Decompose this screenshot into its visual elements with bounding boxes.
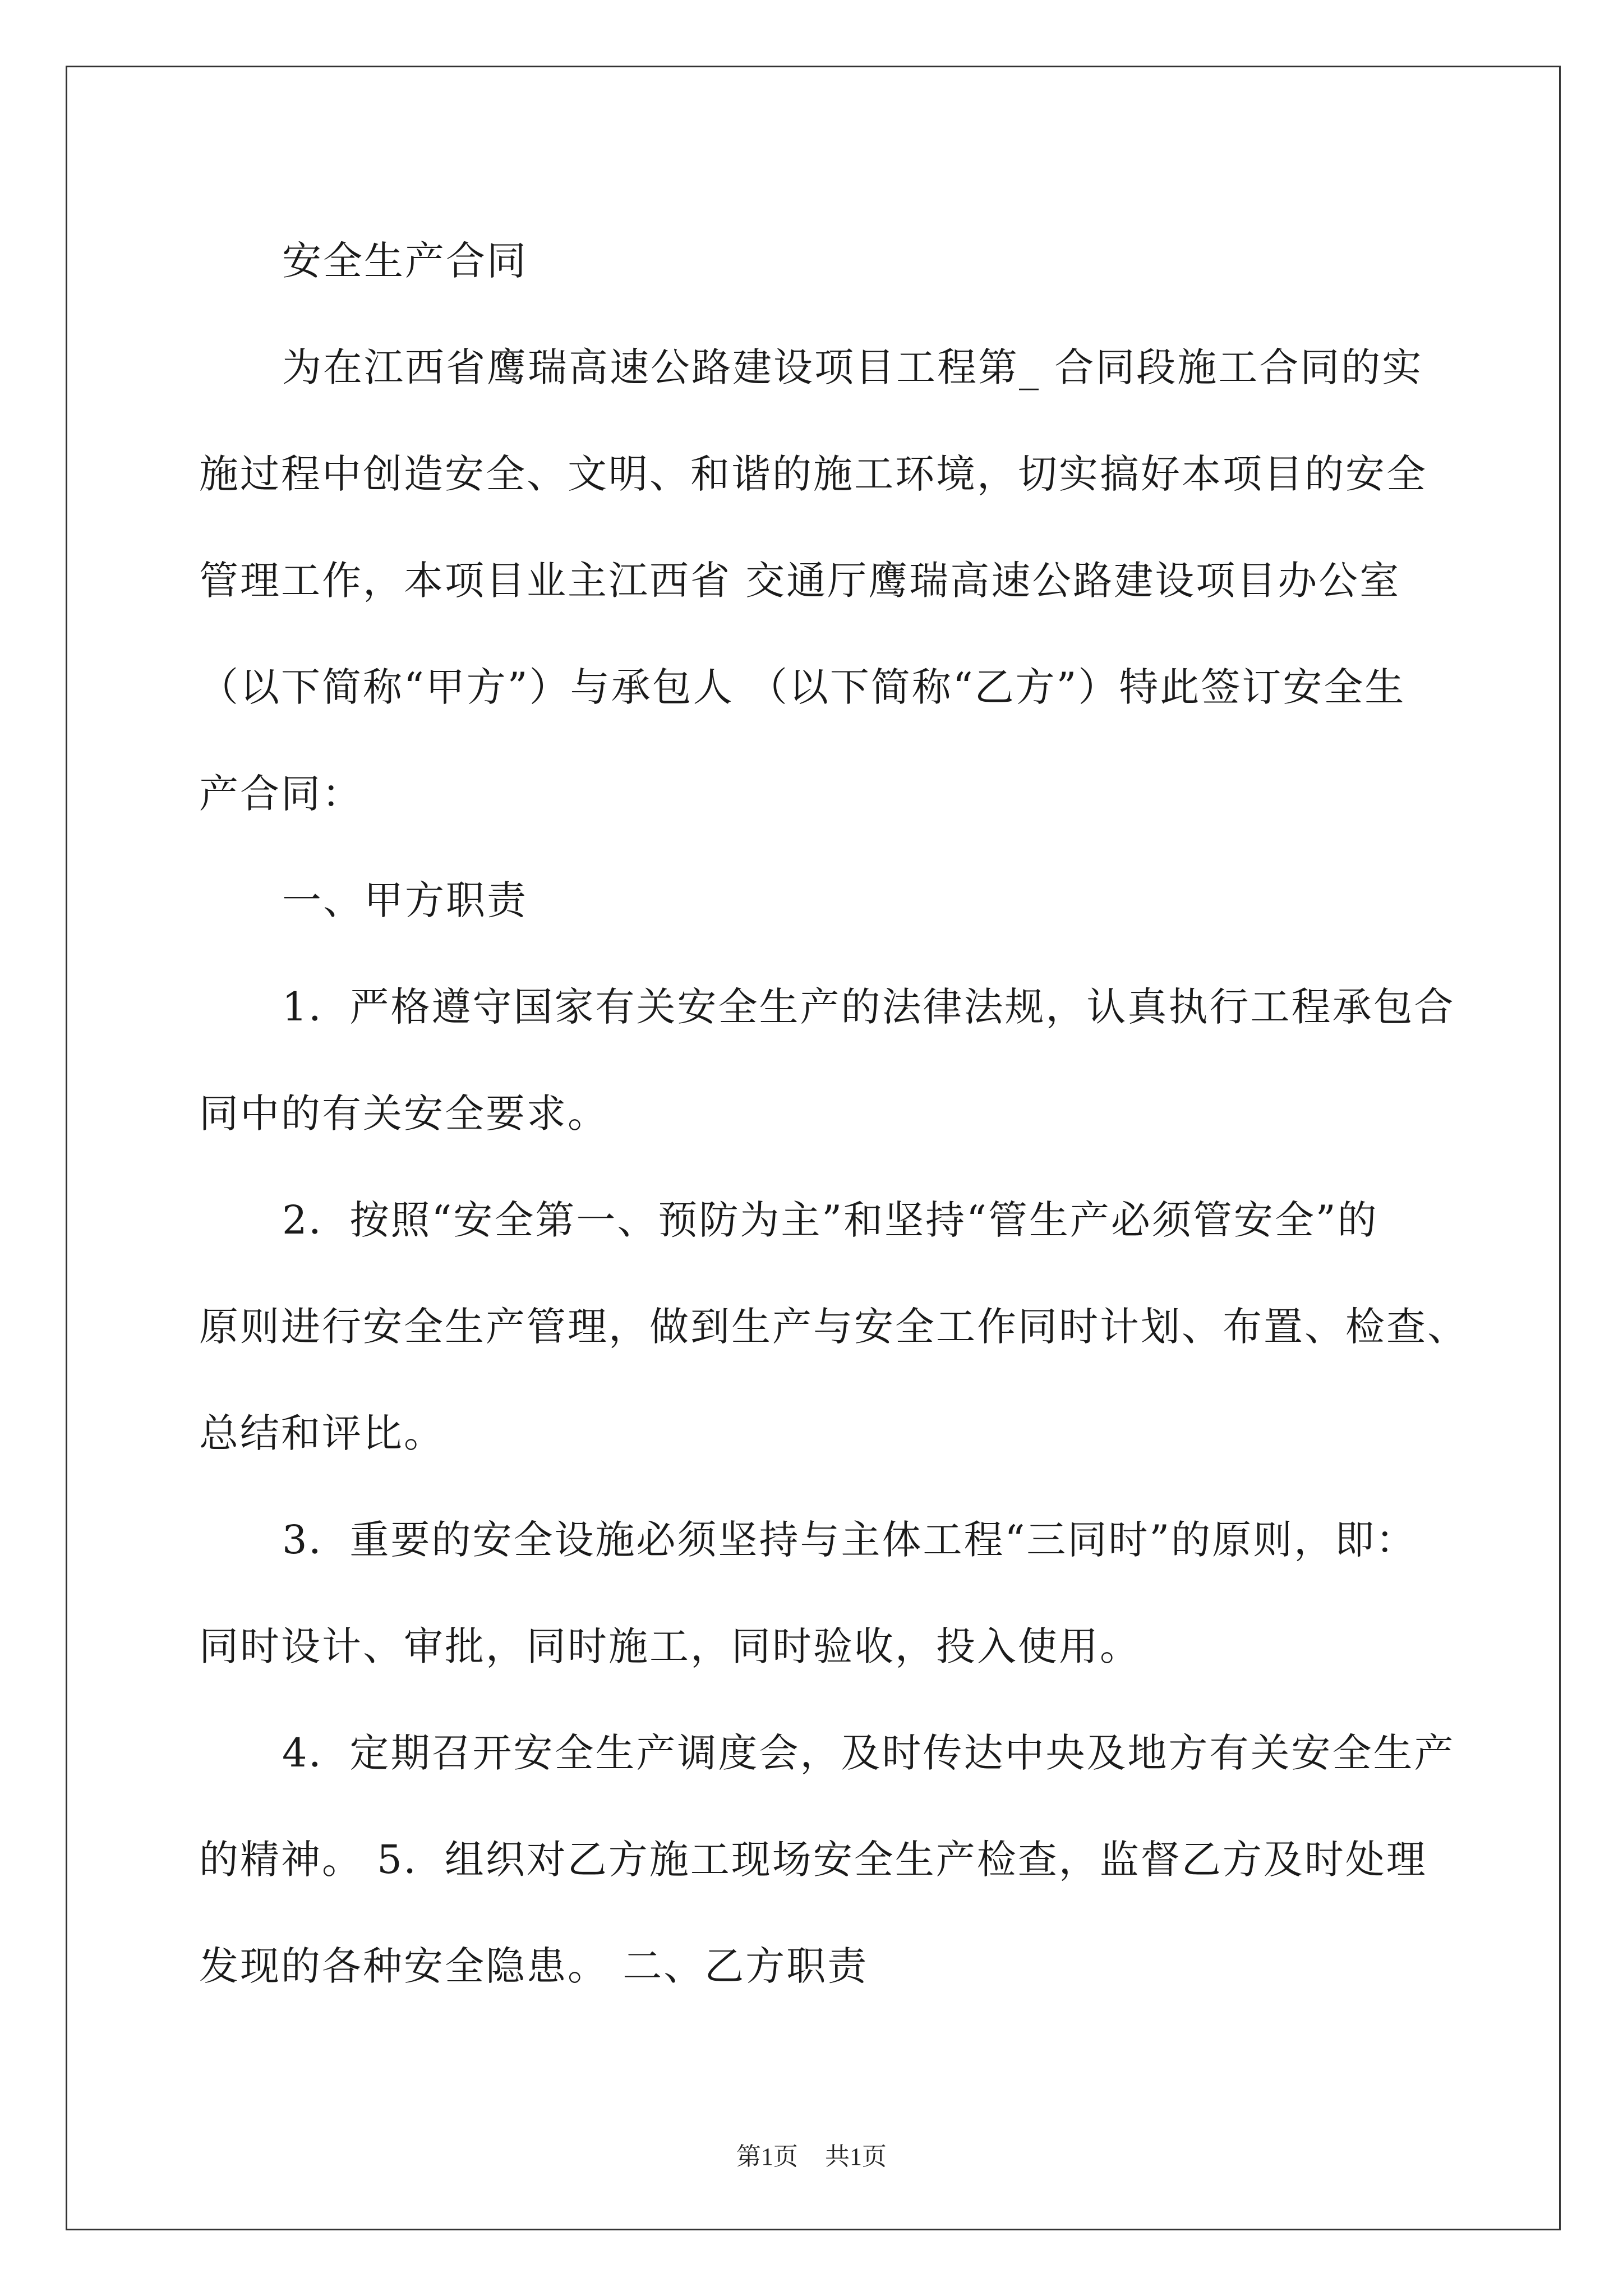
paragraph-line: 2．按照“安全第一、预防为主”和坚持“管生产必须管安全”的 <box>282 1197 1378 1243</box>
page-number-current: 第1页 <box>736 2143 798 2170</box>
paragraph-line: 管理工作，本项目业主江西省 交通厅鹰瑞高速公路建设项目办公室 <box>199 558 1401 604</box>
paragraph-line: 原则进行安全生产管理，做到生产与安全工作同时计划、布置、检查、 <box>199 1304 1468 1350</box>
paragraph-line: 同时设计、审批，同时施工，同时验收，投入使用。 <box>199 1623 1141 1669</box>
section-heading: 一、甲方职责 <box>282 877 528 923</box>
page-number-total: 共1页 <box>825 2143 887 2170</box>
paragraph-line: （以下简称“甲方”）与承包人 （以下简称“乙方”）特此签订安全生 <box>199 664 1406 710</box>
paragraph-line: 施过程中创造安全、文明、和谐的施工环境，切实搞好本项目的安全 <box>199 451 1427 497</box>
document-title: 安全生产合同 <box>282 238 528 284</box>
paragraph-line: 同中的有关安全要求。 <box>199 1091 608 1137</box>
page-footer <box>0 2136 1623 2172</box>
paragraph-line: 3．重要的安全设施必须坚持与主体工程“三同时”的原则，即： <box>282 1517 1417 1563</box>
paragraph-line: 总结和评比。 <box>199 1410 445 1456</box>
paragraph-line: 为在江西省鹰瑞高速公路建设项目工程第_ 合同段施工合同的实 <box>282 344 1423 390</box>
paragraph-line: 产合同： <box>199 771 363 817</box>
paragraph-line: 的精神。 5．组织对乙方施工现场安全生产检查，监督乙方及时处理 <box>199 1837 1427 1883</box>
document-body <box>199 208 1468 2019</box>
paragraph-line: 4．定期召开安全生产调度会，及时传达中央及地方有关安全生产 <box>282 1730 1455 1776</box>
paragraph-line: 发现的各种安全隐患。 二、乙方职责 <box>199 1943 869 1989</box>
paragraph-line: 1．严格遵守国家有关安全生产的法律法规，认真执行工程承包合 <box>282 984 1455 1030</box>
